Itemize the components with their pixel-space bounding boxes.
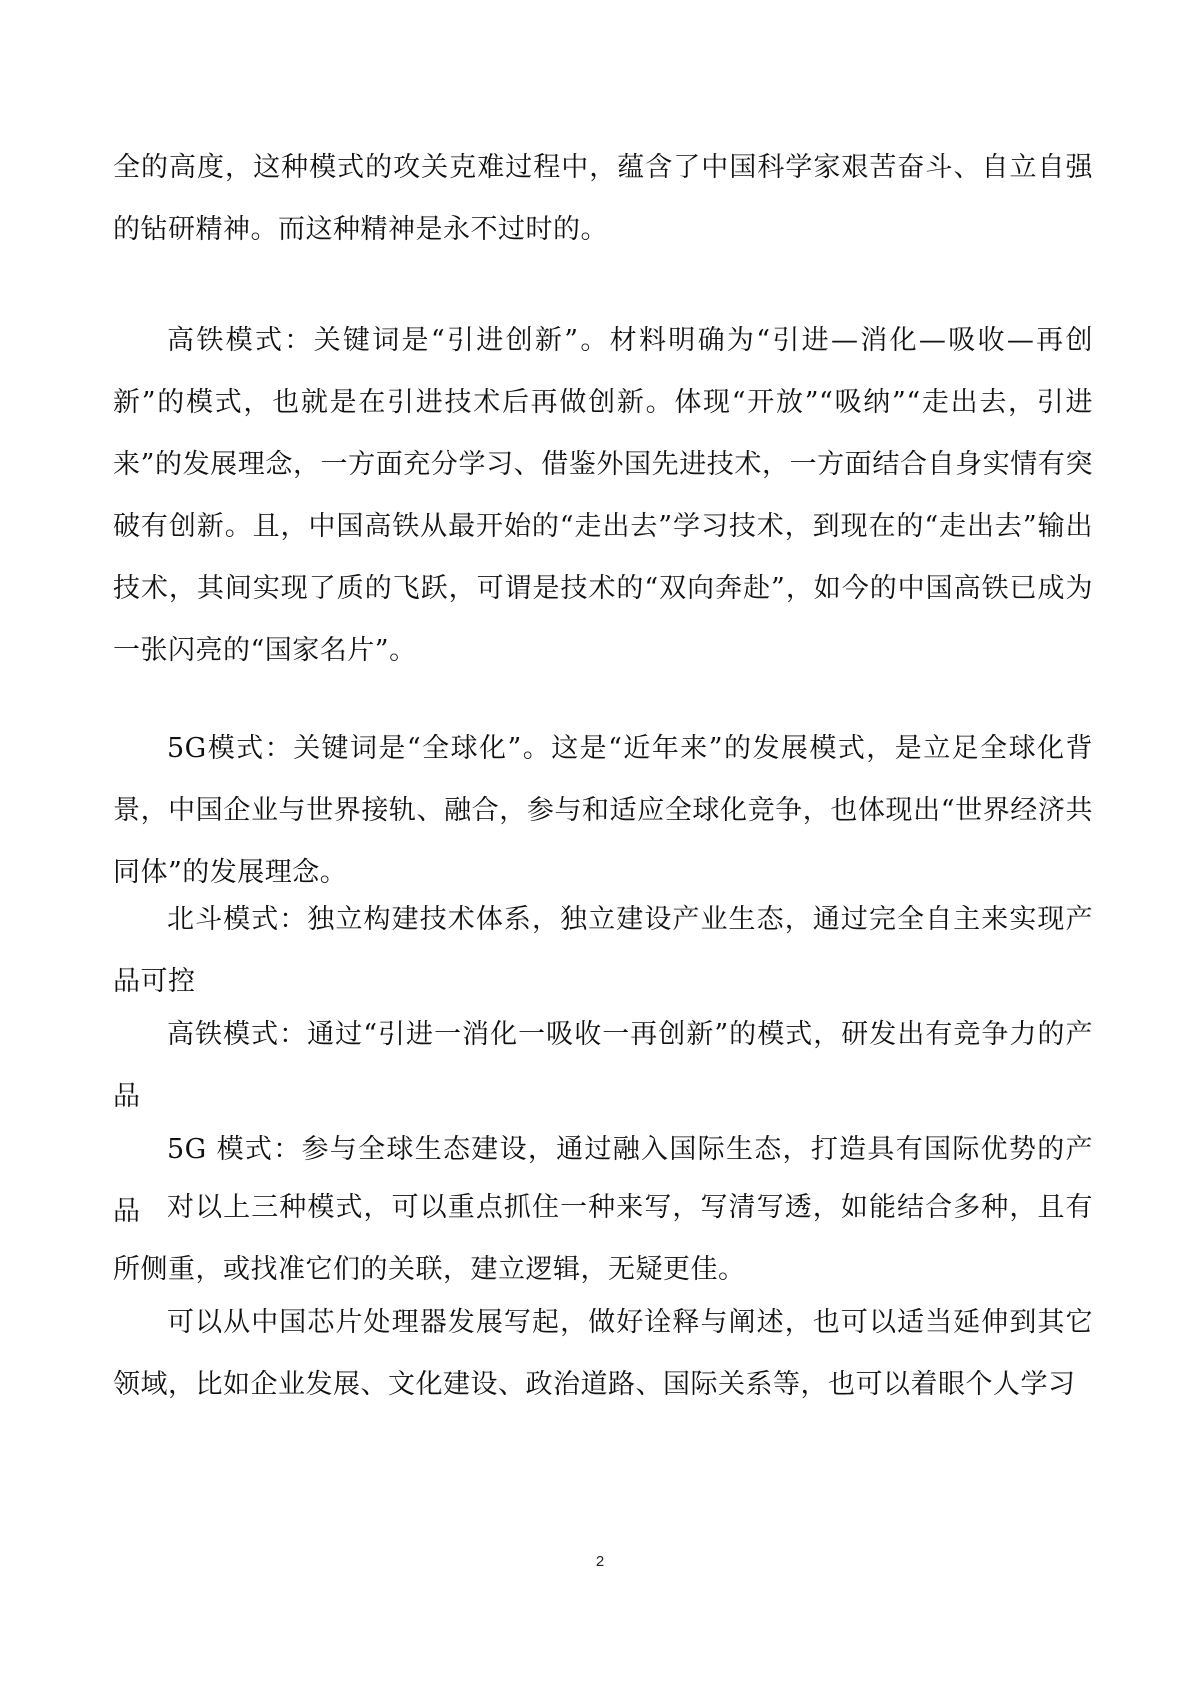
paragraph-high-speed-rail-model: 高铁模式：关键词是“引进创新”。材料明确为“引进—消化—吸收—再创新”的模式，也就是在引进技术后再做创新。体现“开放”“吸纳”“走出去，引进来”的发展理念，一方面充分学习、借鉴外国先进技术，一方面结合自身实情有突破有创新。且，中国高铁从最开始的“走出去”学习技术，到现在的“走出去”输出技术，其间实现了质的飞跃，可谓是技术的“双向奔赴”，如今的中国高铁已成为一张闪亮的“国家名片”。 xyxy=(113,325,1093,666)
paragraph-beidou-summary: 北斗模式：独立构建技术体系，独立建设产业生态，通过完全自主来实现产品可控 xyxy=(113,904,1093,997)
paragraph-writing-advice: 对以上三种模式，可以重点抓住一种来写，写清写透，如能结合多种，且有所侧重，或找准它们的关联，建立逻辑，无疑更佳。 xyxy=(113,1192,1093,1285)
paragraph-rail-summary: 高铁模式：通过“引进一消化一吸收一再创新”的模式，研发出有竞争力的产品 xyxy=(113,1019,1093,1112)
page-number: 2 xyxy=(595,1553,605,1570)
paragraph-extension-advice: 可以从中国芯片处理器发展写起，做好诠释与阐述，也可以适当延伸到其它领域，比如企业发展、文化建设、政治道路、国际关系等，也可以着眼个人学习 xyxy=(113,1307,1093,1400)
paragraph-5g-model: 5G模式：关键词是“全球化”。这是“近年来”的发展模式，是立足全球化背景，中国企业与世界接轨、融合，参与和适应全球化竞争，也体现出“世界经济共同体”的发展理念。 xyxy=(113,733,1093,888)
paragraph-intro-continuation: 全的高度，这种模式的攻关克难过程中，蕴含了中国科学家艰苦奋斗、自立自强的钻研精神。而这种精神是永不过时的。 xyxy=(113,152,1093,245)
paragraph-5g-summary: 5G 模式：参与全球生态建设，通过融入国际生态，打造具有国际优势的产品 xyxy=(113,1134,1093,1227)
